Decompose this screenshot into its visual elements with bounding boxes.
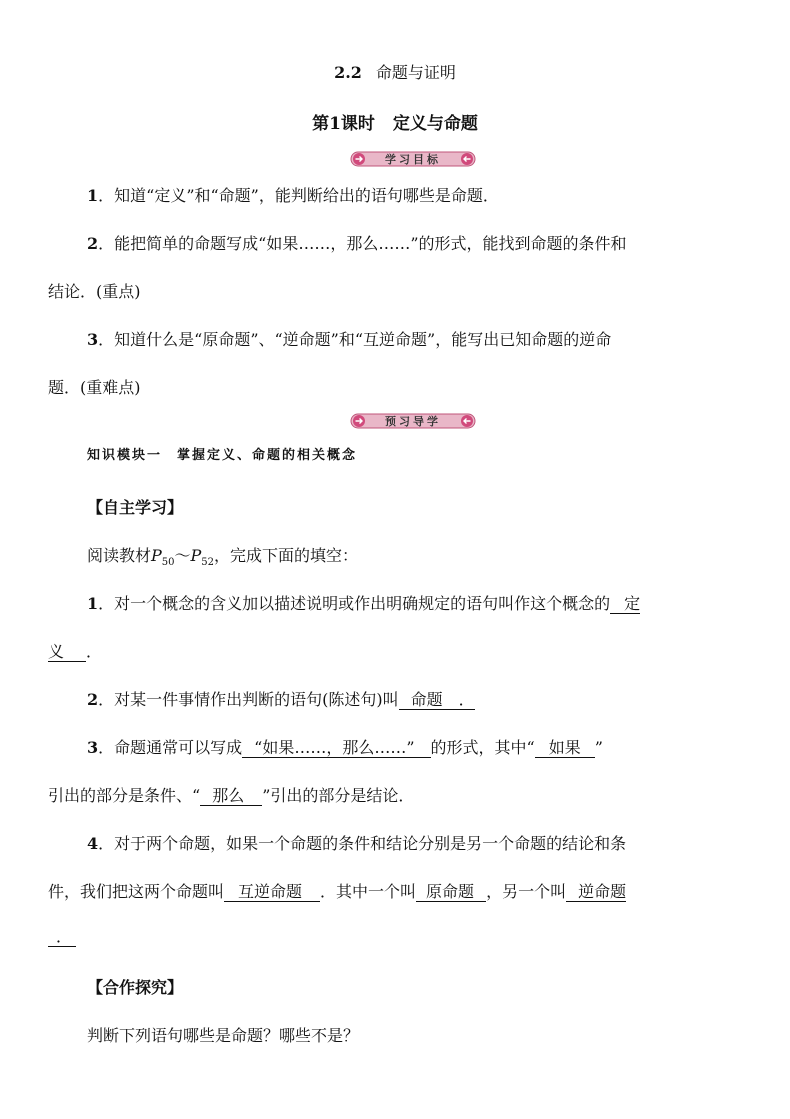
fill-item-4-line3 <box>0 927 790 947</box>
goals-banner-label: 学习目标 <box>385 153 441 166</box>
intro-text-b: ，完成下面的填空： <box>214 546 359 565</box>
preview-banner <box>350 412 476 430</box>
intro-text-a: 阅读教材 <box>87 546 152 565</box>
item-4-answer-1: 互逆命题 <box>224 883 320 902</box>
item-3-answer-2: 如果 <box>535 739 595 758</box>
item-2-text: ．对某一件事情作出判断的语句(陈述句)叫 <box>98 690 399 709</box>
fill-item-1-line2 <box>0 639 790 662</box>
fill-item-3-line2 <box>0 783 790 806</box>
item-3-text-e: ”引出的部分是结论． <box>262 786 415 805</box>
item-1-end: ． <box>86 642 103 661</box>
coop-question: 判断下列语句哪些是命题？哪些不是？ <box>87 1026 360 1045</box>
fill-item-3 <box>0 735 790 758</box>
self-study-intro <box>0 543 790 568</box>
goal-2-line2: 结论．(重点) <box>48 282 141 301</box>
goal-1-text: ．知道“定义”和“命题”，能判断给出的语句哪些是命题． <box>98 186 499 205</box>
item-3-number: 3 <box>87 738 99 757</box>
lesson-title <box>0 109 790 134</box>
item-4-text: ．对于两个命题，如果一个命题的条件和结论分别是另一个命题的结论和条 <box>98 834 627 853</box>
item-4-answer-2: 原命题 <box>416 883 486 902</box>
goal-1 <box>0 183 790 206</box>
goals-banner <box>350 150 476 168</box>
item-3-text-a: ．命题通常可以写成 <box>98 738 243 757</box>
fill-item-4-line2 <box>0 879 790 902</box>
goal-2-text: ．能把简单的命题写成“如果……，那么……”的形式，能找到命题的条件和 <box>98 234 627 253</box>
item-3-text-b: 的形式，其中“ <box>430 738 535 757</box>
fill-item-1 <box>0 591 790 614</box>
goal-2-line1 <box>0 231 790 254</box>
lesson-name: 定义与命题 <box>392 114 478 134</box>
item-3-text-c: ” <box>594 738 603 757</box>
item-4-text-b: ．其中一个叫 <box>320 882 417 901</box>
item-3-answer-1: “如果……，那么……” <box>242 739 430 758</box>
page-range-tilde: ～ <box>174 546 191 565</box>
self-study-heading-text: 【自主学习】 <box>87 498 184 517</box>
item-4-text-a: 件，我们把这两个命题叫 <box>48 882 225 901</box>
coop-heading <box>0 975 790 998</box>
goal-2-number: 2 <box>87 234 99 253</box>
item-1-text: ．对一个概念的含义加以描述说明或作出明确规定的语句叫作这个概念的 <box>98 594 611 613</box>
item-4-answer-3: 逆命题 <box>566 883 626 902</box>
goal-1-number: 1 <box>87 186 99 205</box>
section-number: 2.2 <box>334 63 362 82</box>
item-2-end: ． <box>458 690 475 709</box>
preview-banner-label: 预习导学 <box>385 415 441 428</box>
fill-item-2 <box>0 687 790 710</box>
self-study-heading <box>0 495 790 518</box>
goal-3-text: ．知道什么是“原命题”、“逆命题”和“互逆命题”，能写出已知命题的逆命 <box>98 330 612 349</box>
item-3-text-d: 引出的部分是条件、“ <box>48 786 201 805</box>
item-1-answer-a: 定 <box>610 595 640 614</box>
item-4-number: 4 <box>87 834 99 853</box>
item-4-end: ． <box>48 928 76 947</box>
coop-heading-text: 【合作探究】 <box>87 978 184 997</box>
page-from-letter: P <box>151 546 162 565</box>
lesson-label: 第1课时 <box>312 114 375 134</box>
section-title <box>0 60 790 83</box>
fill-item-4 <box>0 831 790 854</box>
item-4-text-c: ，另一个叫 <box>486 882 567 901</box>
module-1-title: 知识模块一 掌握定义、命题的相关概念 <box>87 448 358 463</box>
page-to-letter: P <box>190 546 202 565</box>
goal-3-number: 3 <box>87 330 99 349</box>
item-1-answer-b: 义 <box>48 643 86 662</box>
item-2-number: 2 <box>87 690 99 709</box>
page-from-number: 50 <box>161 557 175 569</box>
page-to-number: 52 <box>201 557 215 569</box>
item-1-number: 1 <box>87 594 99 613</box>
goal-3-line2: 题．(重难点) <box>48 378 141 397</box>
goal-3-line1 <box>0 327 790 350</box>
item-2-answer: 命题 <box>399 691 459 710</box>
item-3-answer-3: 那么 <box>200 787 262 806</box>
section-name: 命题与证明 <box>375 63 456 82</box>
